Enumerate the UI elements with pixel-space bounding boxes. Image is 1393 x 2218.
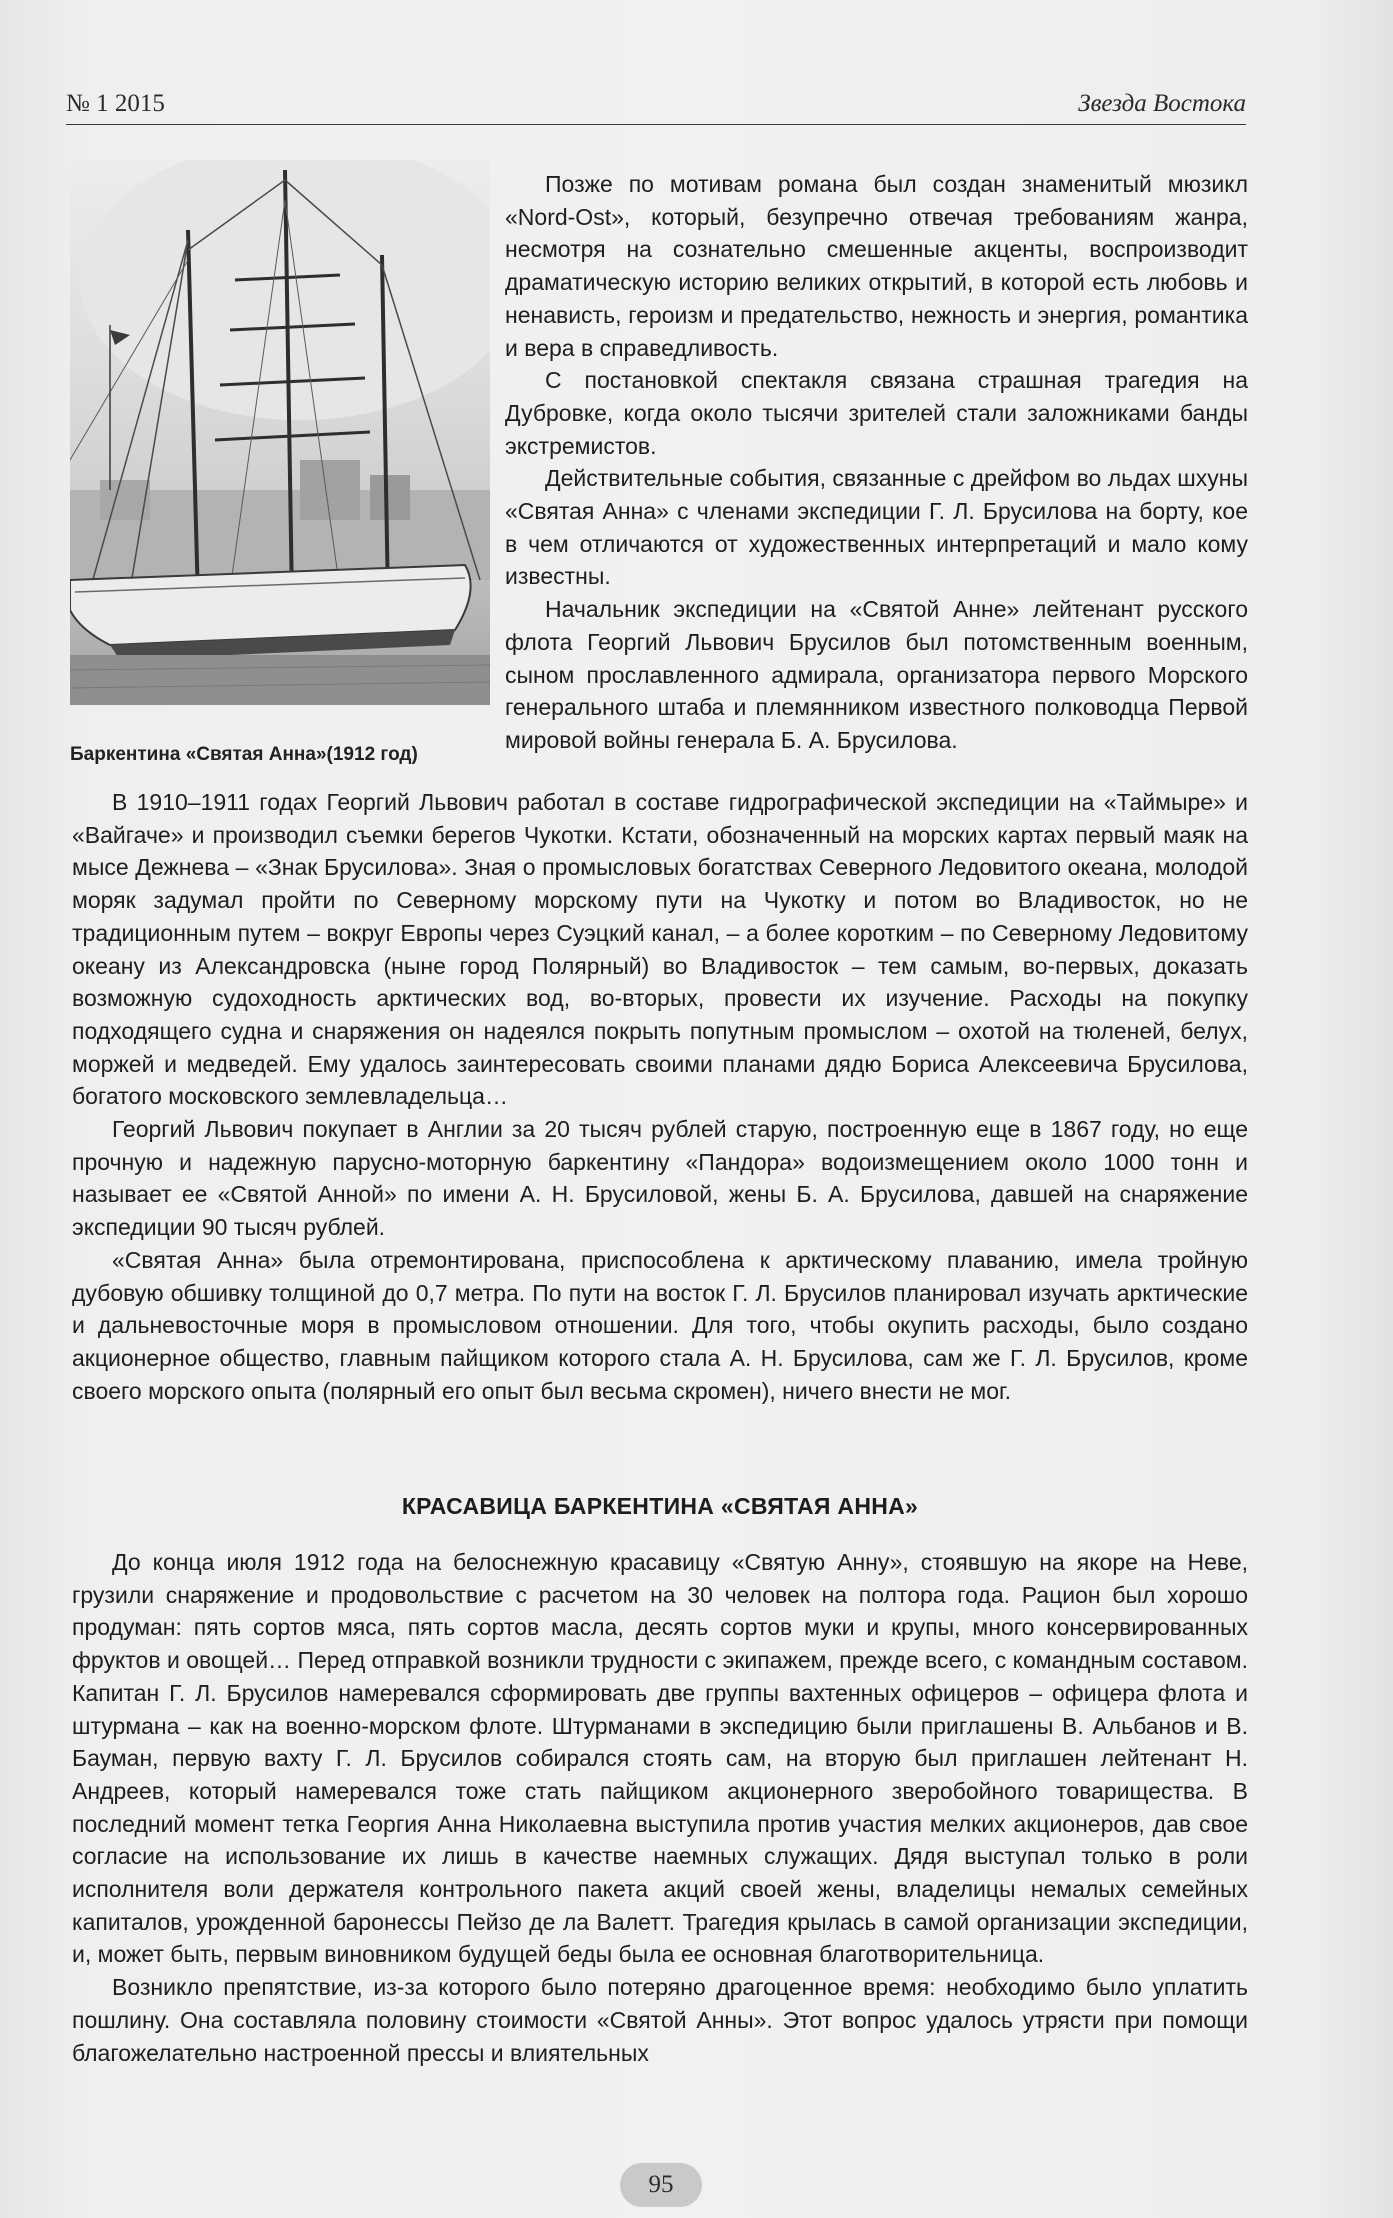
paragraph: Позже по мотивам романа был создан знаменитый мюзикл «Nord-Ost», который, безупречно отвечая требованиям жанра, несмотря на сознательно смешенные акценты, воспроизводит драматическую историю великих открытий, в которой есть любовь и ненависть, героизм и предательство, нежность и энергия, романтика и вера в справедливость. <box>505 171 1248 361</box>
paragraph: Действительные события, связанные с дрейфом во льдах шхуны «Святая Анна» с членами экспедиции Г. Л. Брусилова на борту, кое в чем отличаются от художественных интерпретаций и мало кому известны. <box>505 465 1248 590</box>
paragraph: «Святая Анна» была отремонтирована, приспособлена к арктическому плаванию, имела тройную дубовую обшивку толщиной до 0,7 метра. По пути на восток Г. Л. Брусилов планировал изучать арктические и дальневосточные моря в промысловом отношении. Для того, чтобы окупить расходы, было создано акционерное общество, главным пайщиком которого стала А. Н. Брусилова, сам же Г. Л. Брусилов, кроме своего морского опыта (полярный его опыт был весьма скромен), ничего внести не мог. <box>72 1246 1248 1404</box>
paragraph: Возникло препятствие, из-за которого было потеряно драгоценное время: необходимо было уплатить пошлину. Она составляла половину стоимости «Святой Анны». Этот вопрос удалось утрясти при помощи благожелательно настроенной прессы и влиятельных <box>72 1974 1248 2066</box>
sailing-ship-photo <box>70 160 490 705</box>
journal-title: Звезда Востока <box>1078 90 1246 117</box>
figure-caption: Баркентина «Святая Анна»(1912 год) <box>70 744 418 765</box>
sailing-ship-icon <box>70 160 490 705</box>
paragraph: Георгий Львович покупает в Англии за 20 тысяч рублей старую, построенную еще в 1867 году, но еще прочную и надежную парусно-моторную баркентину «Пандора» водоизмещением около 1000 тонн и называет ее «Святой Анной» по имени А. Н. Брусиловой, жены Б. А. Брусилова, давшей на снаряжение экспедиции 90 тысяч рублей. <box>72 1116 1248 1241</box>
page-number: 95 <box>620 2163 702 2207</box>
section-heading: КРАСАВИЦА БАРКЕНТИНА «СВЯТАЯ АННА» <box>401 1493 919 1519</box>
ship-figure <box>70 160 490 705</box>
paragraph: До конца июля 1912 года на белоснежную красавицу «Святую Анну», стоявшую на якоре на Неве, грузили снаряжение и продовольствие с расчетом на 30 человек на полтора года. Рацион был хорошо продуман: пять сортов мяса, пять сортов масла, десять сортов муки и крупы, много консервированных фруктов и овощей… Перед отправкой возникли трудности с экипажем, прежде всего, с командным составом. Капитан Г. Л. Брусилов намеревался сформировать две группы вахтенных офицеров – офицера флота и штурмана – как на военно-морском флоте. Штурманами в экспедицию были приглашены В. Альбанов и В. Бауман, первую вахту Г. Л. Брусилов собирался стоять сам, на вторую был приглашен лейтенант Н. Андреев, который намеревался тоже стать пайщиком акционерного зверобойного товарищества. В последний момент тетка Георгия Анна Николаевна выступила против участия мелких акционеров, дав свое согласие на использование их лишь в качестве наемных служащих. Дядя выступал только в роли исполнителя воли держателя контрольного пакета акций своей жены, владелицы немалых семейных капиталов, урожденной баронессы Пейзо де ла Валетт. Трагедия крылась в самой организации экспедиции, и, может быть, первым виновником будущей беды была ее основная благотворительница. <box>72 1549 1248 1968</box>
body-text-1 <box>72 786 1248 1407</box>
column-text <box>505 168 1248 757</box>
body-text-2 <box>72 1546 1248 2069</box>
paragraph: С постановкой спектакля связана страшная трагедия на Дубровке, когда около тысячи зрителей стали заложниками банды экстремистов. <box>505 367 1248 459</box>
running-header <box>66 84 1246 125</box>
issue-number: № 1 2015 <box>66 90 165 117</box>
paragraph: В 1910–1911 годах Георгий Львович работал в составе гидрографической экспедиции на «Таймыре» и «Вайгаче» и производил съемки берегов Чукотки. Кстати, обозначенный на морских картах первый маяк на мысе Дежнева – «Знак Брусилова». Зная о промысловых богатствах Северного Ледовитого океана, молодой моряк задумал пройти по Северному морскому пути на Чукотку и потом во Владивосток, но не традиционным путем – вокруг Европы через Суэцкий канал, – а более коротким – по Северному Ледовитому океану из Александровска (ныне город Полярный) во Владивосток – тем самым, во-первых, доказать возможную судоходность арктических вод, во-вторых, провести их изучение. Расходы на покупку подходящего судна и снаряжения он надеялся покрыть попутным промыслом – охотой на тюленей, белух, моржей и медведей. Ему удалось заинтересовать своими планами дядю Бориса Алексеевича Брусилова, богатого московского землевладельца… <box>72 789 1248 1110</box>
paragraph: Начальник экспедиции на «Святой Анне» лейтенант русского флота Георгий Львович Брусилов был потомственным военным, сыном прославленного адмирала, организатора первого Морского генерального штаба и племянником известного полководца Первой мировой войны генерала Б. А. Брусилова. <box>505 596 1248 753</box>
